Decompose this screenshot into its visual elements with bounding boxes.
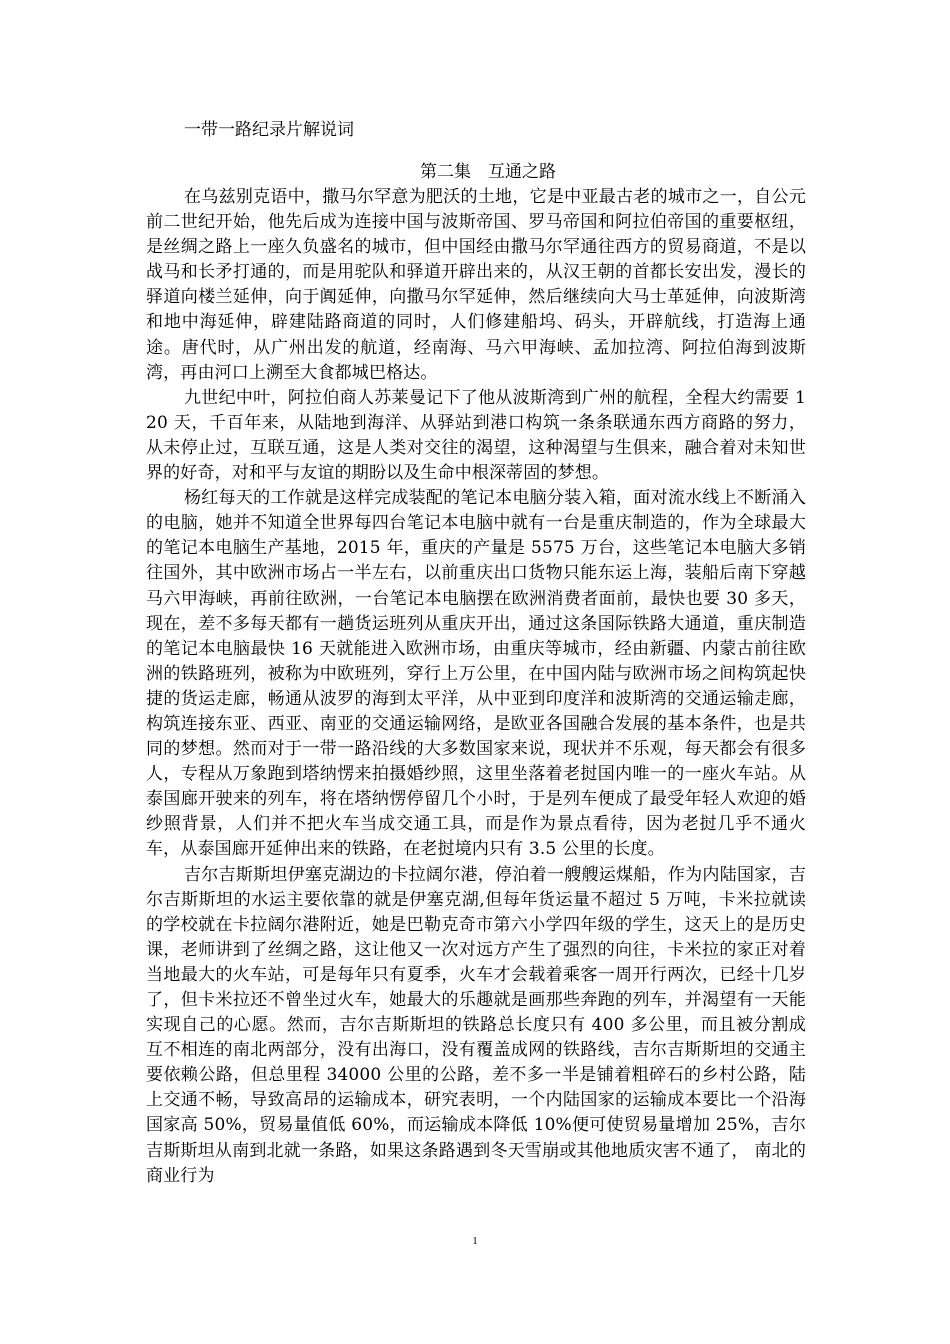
paragraph: 吉尔吉斯斯坦伊塞克湖边的卡拉阔尔港，停泊着一艘艘运煤船，作为内陆国家，吉尔吉斯斯坦的水运主要依靠的就是伊塞克湖,但每年货运量不超过 5 万吨，卡米拉就读的学校就在卡拉阔尔港附近，她是巴勒克奇市第六小学四年级的学生，这天上的是历史课，老师讲到了丝绸之路，这让他又一次对远方产生了强烈的向往，卡米拉的家正对着当地最大的火车站，可是每年只有夏季，火车才会载着乘客一周开行两次，已经十几岁了，但卡米拉还不曾坐过火车，她最大的乐趣就是画那些奔跑的列车，并渴望有一天能实现自己的心愿。然而，吉尔吉斯斯坦的铁路总长度只有 400 多公里，而且被分割成互不相连的南北两部分，没有出海口，没有覆盖成网的铁路线，吉尔吉斯斯坦的交通主要依赖公路，但总里程 34000 公里的公路，差不多一半是铺着粗碎石的乡村公路，陆上交通不畅，导致高昂的运输成本，研究表明，一个内陆国家的运输成本要比一个沿海国家高 50%，贸易量值低 60%，而运输成本降低 10%便可使贸易量增加 25%，吉尔吉斯斯坦从南到北就一条路，如果这条路遇到冬天雪崩或其他地质灾害不通了， 南北的商业行为 <box>146 864 806 1186</box>
chapter-title: 第二集 互通之路 <box>420 162 556 182</box>
page-number: 1 <box>472 1235 478 1247</box>
paragraph: 九世纪中叶，阿拉伯商人苏莱曼记下了他从波斯湾到广州的航程，全程大约需要 120 天，千百年来，从陆地到海洋、从驿站到港口构筑一条条联通东西方商路的努力，从未停止过，互联互通，这是人类对交往的渴望，这种渴望与生俱来，融合着对未知世界的好奇，对和平与友谊的期盼以及生命中根深蒂固的梦想。 <box>146 387 806 484</box>
paragraph: 杨红每天的工作就是这样完成装配的笔记本电脑分装入箱，面对流水线上不断涌入的电脑，她并不知道全世界每四台笔记本电脑中就有一台是重庆制造的，作为全球最大的笔记本电脑生产基地，2015 年，重庆的产量是 5575 万台，这些笔记本电脑大多销往国外，其中欧洲市场占一半左右，以前重庆出口货物只能东运上海，装船后南下穿越马六甲海峡，再前往欧洲，一台笔记本电脑摆在欧洲消费者面前，最快也要 30 多天，现在，差不多每天都有一趟货运班列从重庆开出，通过这条国际铁路大通道，重庆制造的笔记本电脑最快 16 天就能进入欧洲市场，由重庆等城市，经由新疆、内蒙古前往欧洲的铁路班列，被称为中欧班列，穿行上万公里，在中国内陆与欧洲市场之间构筑起快捷的货运走廊，畅通从波罗的海到太平洋，从中亚到印度洋和波斯湾的交通运输走廊，构筑连接东亚、西亚、南亚的交通运输网络，是欧亚各国融合发展的基本条件，也是共同的梦想。然而对于一带一路沿线的大多数国家来说，现状并不乐观，每天都会有很多人，专程从万象跑到塔纳愣来拍摄婚纱照，这里坐落着老挝国内唯一的一座火车站。从泰国廊开驶来的列车，将在塔纳愣停留几个小时，于是列车便成了最受年轻人欢迎的婚纱照背景，人们并不把火车当成交通工具，而是作为景点看待，因为老挝几乎不通火车，从泰国廊开延伸出来的铁路，在老挝境内只有 3.5 公里的长度。 <box>146 488 806 860</box>
document-title: 一带一路纪录片解说词 <box>184 120 354 140</box>
body-text <box>146 185 806 1189</box>
paragraph: 在乌兹别克语中，撒马尔罕意为肥沃的土地，它是中亚最古老的城市之一，自公元前二世纪开始，他先后成为连接中国与波斯帝国、罗马帝国和阿拉伯帝国的重要枢纽，是丝绸之路上一座久负盛名的城市，但中国经由撒马尔罕通往西方的贸易商道，不是以战马和长矛打通的，而是用驼队和驿道开辟出来的，从汉王朝的首都长安出发，漫长的驿道向楼兰延伸，向于阗延伸，向撒马尔罕延伸，然后继续向大马士革延伸，向波斯湾和地中海延伸，辟建陆路商道的同时，人们修建船坞、码头，开辟航线，打造海上通途。唐代时，从广州出发的航道，经南海、马六甲海峡、孟加拉湾、阿拉伯海到波斯湾，再由河口上溯至大食都城巴格达。 <box>146 187 806 383</box>
